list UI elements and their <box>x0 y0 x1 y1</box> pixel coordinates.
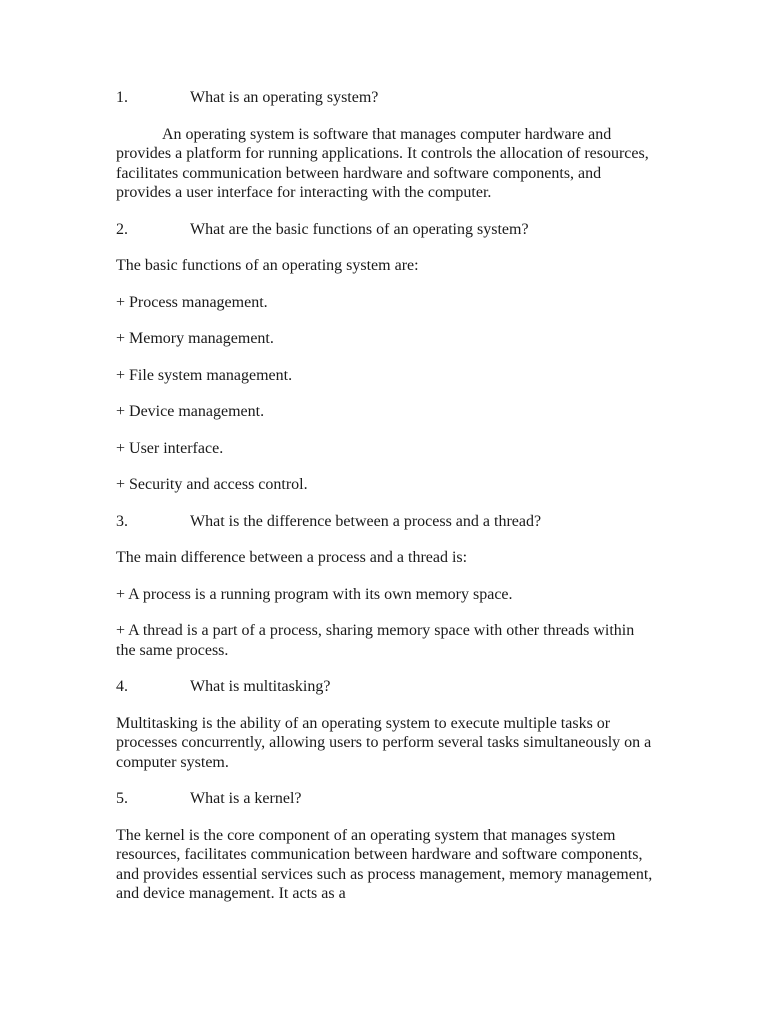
question-number: 4. <box>116 678 128 695</box>
list-item: + Device management. <box>116 403 265 420</box>
answer-intro-2: The basic functions of an operating system are: <box>116 257 419 274</box>
answer-paragraph-1: An operating system is software that manages computer hardware and provides a platform for running applications. It controls the allocation of resources, facilitates communication between hardware and software components, and provides a user interface for interacting with the computer. <box>116 125 649 201</box>
list-item: + File system management. <box>116 366 293 384</box>
question-number: 1. <box>116 89 128 106</box>
question-text: What is multitasking? <box>190 678 331 695</box>
question-heading-5 <box>116 789 656 809</box>
question-text: What is an operating system? <box>190 89 379 106</box>
list-item: + A process is a running program with its own memory space. <box>116 585 513 603</box>
list-item: + Security and access control. <box>116 476 308 493</box>
answer-paragraph-4: Multitasking is the ability of an operating system to execute multiple tasks or processes concurrently, allowing users to perform several tasks simultaneously on a computer system. <box>116 714 652 771</box>
question-heading-3 <box>116 512 656 532</box>
question-heading-2 <box>116 220 656 240</box>
answer-intro-3: The main difference between a process and a thread is: <box>116 549 468 566</box>
list-item: + A thread is a part of a process, sharing memory space with other threads within the same process. <box>116 622 635 659</box>
list-item: + Process management. <box>116 293 268 311</box>
answer-paragraph-5: The kernel is the core component of an operating system that manages system resources, facilitates communication between hardware and software components, and provides essential services such as process management, memory management, and device management. It acts as a <box>116 826 653 902</box>
question-heading-1 <box>116 88 656 108</box>
question-text: What is a kernel? <box>190 790 302 807</box>
question-text: What is the difference between a process and a thread? <box>190 512 542 530</box>
question-text: What are the basic functions of an operating system? <box>190 220 529 238</box>
document-page <box>116 88 656 921</box>
question-number: 3. <box>116 512 128 530</box>
question-heading-4 <box>116 677 656 697</box>
question-number: 2. <box>116 220 128 238</box>
question-number: 5. <box>116 790 128 807</box>
list-item: + Memory management. <box>116 330 274 347</box>
list-item: + User interface. <box>116 439 224 457</box>
